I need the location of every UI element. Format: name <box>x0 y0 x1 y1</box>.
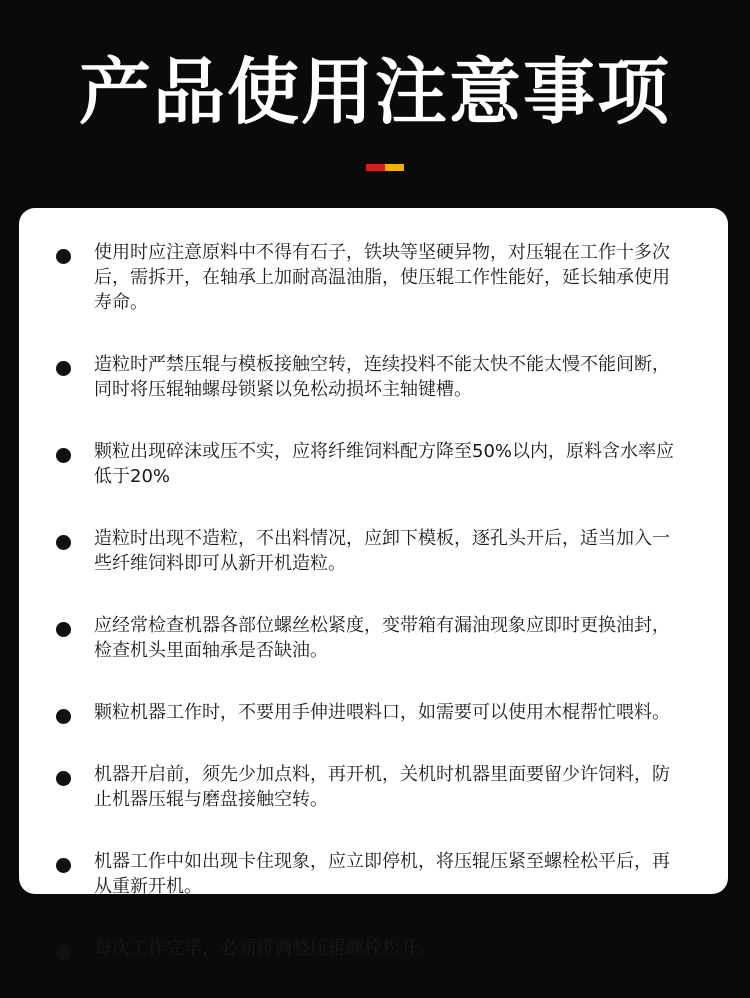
list-item <box>19 439 728 489</box>
note-text: 颗粒出现碎沫或压不实，应将纤维饲料配方降至50%以内，原料含水率应低于20% <box>94 441 675 487</box>
bullet-dot-icon <box>56 771 71 786</box>
accent-bar <box>366 164 404 171</box>
notes-card <box>19 208 728 959</box>
note-text: 机器开启前，须先少加点料，再开机，关机时机器里面要留少许饲料，防止机器压辊与磨盘接触空转。 <box>94 764 670 810</box>
accent-bar-yellow <box>385 164 404 171</box>
bullet-dot-icon <box>56 535 71 550</box>
list-item <box>19 240 728 315</box>
note-text: 造粒时严禁压辊与模板接触空转，连续投料不能太快不能太慢不能间断，同时将压辊轴螺母锁紧以免松动损坏主轴键槽。 <box>94 354 670 400</box>
bullet-dot-icon <box>56 622 71 637</box>
bullet-dot-icon <box>56 448 71 463</box>
bullet-dot-icon <box>56 709 71 724</box>
note-text: 使用时应注意原料中不得有石子，铁块等坚硬异物，对压辊在工作十多次后，需拆开，在轴承上加耐高温油脂，使压辊工作性能好，延长轴承使用寿命。 <box>94 242 670 313</box>
list-item <box>19 762 728 812</box>
note-text: 应经常检查机器各部位螺丝松紧度，变带箱有漏油现象应即时更换油封，检查机头里面轴承是否缺油。 <box>94 615 670 661</box>
list-item <box>19 936 728 961</box>
page-title: 产品使用注意事项 <box>78 50 671 134</box>
bullet-dot-icon <box>56 361 71 376</box>
note-text: 造粒时出现不造粒，不出料情况，应卸下模板，逐孔头开后，适当加入一些纤维饲料即可从新开机造粒。 <box>94 528 670 574</box>
note-text: 每次工作完毕，必须将调整压辊螺栓松开。 <box>94 938 436 959</box>
list-item <box>19 526 728 576</box>
accent-bar-red <box>366 164 385 171</box>
notes-list <box>19 240 728 998</box>
list-item <box>19 849 728 899</box>
bullet-dot-icon <box>56 945 71 960</box>
bullet-dot-icon <box>56 249 71 264</box>
list-item <box>19 613 728 663</box>
note-text: 机器工作中如出现卡住现象，应立即停机，将压辊压紧至螺栓松平后，再从重新开机。 <box>94 851 670 897</box>
note-text: 颗粒机器工作时，不要用手伸进喂料口，如需要可以使用木棍帮忙喂料。 <box>94 702 670 723</box>
list-item <box>19 352 728 402</box>
bullet-dot-icon <box>56 858 71 873</box>
list-item <box>19 700 728 725</box>
